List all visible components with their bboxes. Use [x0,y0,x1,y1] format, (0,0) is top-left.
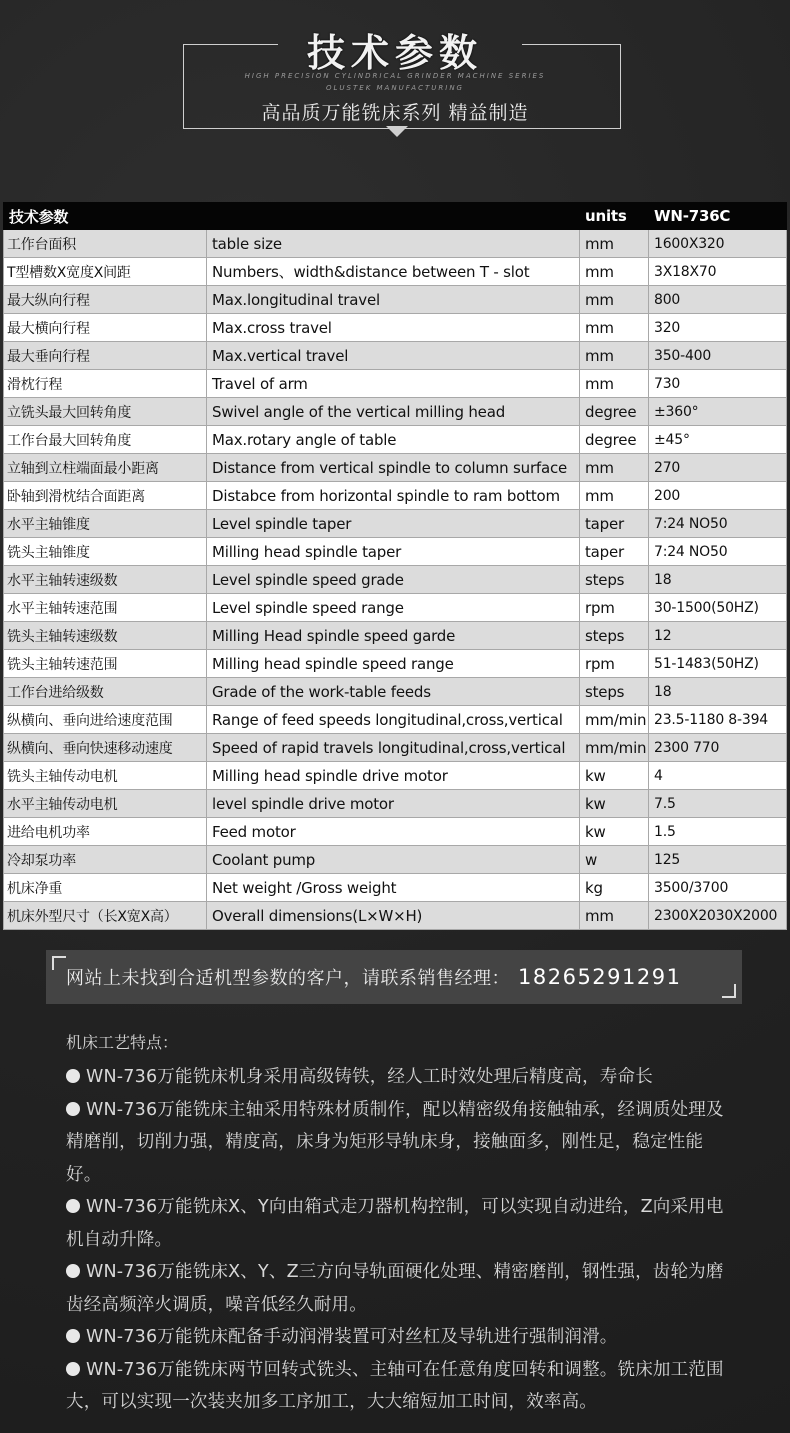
param-unit-cell: mm [580,342,649,370]
param-english-cell: Level spindle speed range [207,594,580,622]
table-row [4,678,787,706]
param-unit-cell: mm/min [580,734,649,762]
param-name-cell: T型槽数X宽度X间距 [4,258,207,286]
param-english-cell: Distabce from horizontal spindle to ram bottom [207,482,580,510]
param-name-cell: 纵横向、垂向快速移动速度 [4,734,207,762]
page-title: 技术参数 [306,31,483,75]
param-unit-cell: mm [580,902,649,930]
param-value-cell: 1600X320 [649,230,787,258]
param-unit-cell: rpm [580,650,649,678]
table-row [4,818,787,846]
features-list [66,1061,726,1419]
param-name-cell: 铣头主轴传动电机 [4,762,207,790]
param-english-cell: Max.rotary angle of table [207,426,580,454]
table-row [4,902,787,930]
features-section [66,1030,726,1419]
param-value-cell: 1.5 [649,818,787,846]
table-row [4,482,787,510]
param-english-cell: table size [207,230,580,258]
param-unit-cell: mm [580,258,649,286]
param-value-cell: 2300 770 [649,734,787,762]
param-unit-cell: mm [580,230,649,258]
param-english-cell: Distance from vertical spindle to column surface [207,454,580,482]
table-row [4,538,787,566]
table-header-cell: 技术参数 [4,203,207,230]
param-english-cell: Travel of arm [207,370,580,398]
table-header-cell: units [580,203,649,230]
bullet-icon [66,1102,80,1116]
param-name-cell: 最大垂向行程 [4,342,207,370]
feature-item [66,1256,726,1321]
header-english-line-2: OLUSTEK MANUFACTURING [326,84,464,92]
bullet-icon [66,1069,80,1083]
param-unit-cell: kw [580,818,649,846]
param-value-cell: 2300X2030X2000 [649,902,787,930]
param-value-cell: 3500/3700 [649,874,787,902]
param-value-cell: 730 [649,370,787,398]
param-value-cell: 125 [649,846,787,874]
param-value-cell: 51-1483(50HZ) [649,650,787,678]
param-english-cell: level spindle drive motor [207,790,580,818]
corner-bracket-icon [52,956,66,970]
header-english-line-1: HIGH PRECISION CYLINDRICAL GRINDER MACHINE SERIES [244,72,546,80]
param-english-cell: Max.longitudinal travel [207,286,580,314]
param-value-cell: 800 [649,286,787,314]
param-name-cell: 水平主轴转速级数 [4,566,207,594]
down-arrow-icon [386,126,408,137]
bullet-icon [66,1264,80,1278]
feature-text: WN-736万能铣床机身采用高级铸铁，经人工时效处理后精度高，寿命长 [86,1067,653,1087]
contact-banner [46,950,742,1004]
contact-message: 网站上未找到合适机型参数的客户，请联系销售经理： [66,968,510,989]
param-unit-cell: w [580,846,649,874]
spec-table [3,202,787,930]
param-unit-cell: mm [580,286,649,314]
param-value-cell: 18 [649,566,787,594]
table-row [4,846,787,874]
param-unit-cell: taper [580,538,649,566]
param-name-cell: 工作台面积 [4,230,207,258]
param-name-cell: 进给电机功率 [4,818,207,846]
param-english-cell: Overall dimensions(L×W×H) [207,902,580,930]
param-name-cell: 水平主轴传动电机 [4,790,207,818]
param-unit-cell: kw [580,790,649,818]
param-value-cell: 30-1500(50HZ) [649,594,787,622]
param-unit-cell: mm [580,370,649,398]
param-english-cell: Net weight /Gross weight [207,874,580,902]
table-row [4,286,787,314]
param-name-cell: 机床外型尺寸（长X宽X高） [4,902,207,930]
param-unit-cell: kg [580,874,649,902]
feature-text: WN-736万能铣床配备手动润滑装置可对丝杠及导轨进行强制润滑。 [86,1327,618,1347]
param-name-cell: 铣头主轴锥度 [4,538,207,566]
param-unit-cell: mm [580,482,649,510]
param-english-cell: Milling head spindle speed range [207,650,580,678]
table-header-row [4,203,787,230]
param-name-cell: 冷却泵功率 [4,846,207,874]
param-english-cell: Level spindle taper [207,510,580,538]
param-english-cell: Milling head spindle drive motor [207,762,580,790]
param-value-cell: ±360° [649,398,787,426]
bullet-icon [66,1329,80,1343]
param-value-cell: 7:24 NO50 [649,538,787,566]
param-value-cell: 7:24 NO50 [649,510,787,538]
table-row [4,342,787,370]
table-row [4,370,787,398]
param-name-cell: 铣头主轴转速级数 [4,622,207,650]
feature-item [66,1354,726,1419]
param-name-cell: 最大纵向行程 [4,286,207,314]
param-english-cell: Numbers、width&distance between T - slot [207,258,580,286]
param-unit-cell: mm [580,314,649,342]
table-row [4,314,787,342]
feature-item [66,1191,726,1256]
table-row [4,566,787,594]
contact-text [66,964,681,990]
param-english-cell: Speed of rapid travels longitudinal,cross,vertical [207,734,580,762]
param-english-cell: Max.cross travel [207,314,580,342]
feature-item [66,1321,726,1354]
param-name-cell: 工作台进给级数 [4,678,207,706]
table-row [4,594,787,622]
table-row [4,790,787,818]
table-row [4,398,787,426]
table-row [4,650,787,678]
table-row [4,874,787,902]
table-row [4,734,787,762]
table-row [4,706,787,734]
table-header-cell: WN-736C [649,203,787,230]
param-value-cell: 3X18X70 [649,258,787,286]
param-english-cell: Milling head spindle taper [207,538,580,566]
feature-item [66,1061,726,1094]
param-unit-cell: steps [580,678,649,706]
param-name-cell: 水平主轴锥度 [4,510,207,538]
table-row [4,426,787,454]
contact-phone[interactable]: 18265291291 [518,965,682,989]
param-english-cell: Level spindle speed grade [207,566,580,594]
param-english-cell: Grade of the work-table feeds [207,678,580,706]
table-header-cell [207,203,580,230]
param-unit-cell: kw [580,762,649,790]
param-english-cell: Max.vertical travel [207,342,580,370]
param-value-cell: 4 [649,762,787,790]
feature-text: WN-736万能铣床X、Y、Z三方向导轨面硬化处理、精密磨削，钢性强，齿轮为磨齿经高频淬火调质，噪音低经久耐用。 [66,1262,724,1315]
param-unit-cell: mm [580,454,649,482]
param-value-cell: 350-400 [649,342,787,370]
param-unit-cell: taper [580,510,649,538]
param-name-cell: 机床净重 [4,874,207,902]
param-name-cell: 纵横向、垂向进给速度范围 [4,706,207,734]
param-unit-cell: degree [580,426,649,454]
table-row [4,258,787,286]
param-name-cell: 水平主轴转速范围 [4,594,207,622]
param-value-cell: 23.5-1180 8-394 [649,706,787,734]
param-english-cell: Feed motor [207,818,580,846]
table-row [4,454,787,482]
feature-text: WN-736万能铣床主轴采用特殊材质制作，配以精密级角接触轴承，经调质处理及精磨削，切削力强，精度高，床身为矩形导轨床身，接触面多，刚性足，稳定性能好。 [66,1099,724,1185]
header [0,0,790,190]
param-unit-cell: degree [580,398,649,426]
param-english-cell: Milling Head spindle speed garde [207,622,580,650]
param-name-cell: 最大横向行程 [4,314,207,342]
param-unit-cell: mm/min [580,706,649,734]
param-name-cell: 立轴到立柱端面最小距离 [4,454,207,482]
corner-bracket-icon [722,984,736,998]
features-title: 机床工艺特点： [66,1033,179,1052]
param-unit-cell: rpm [580,594,649,622]
param-name-cell: 滑枕行程 [4,370,207,398]
table-row [4,762,787,790]
param-name-cell: 立铣头最大回转角度 [4,398,207,426]
param-name-cell: 铣头主轴转速范围 [4,650,207,678]
table-row [4,622,787,650]
param-value-cell: 270 [649,454,787,482]
param-unit-cell: steps [580,566,649,594]
feature-text: WN-736万能铣床X、Y向由箱式走刀器机构控制，可以实现自动进给，Z向采用电机自动升降。 [66,1197,724,1250]
param-english-cell: Coolant pump [207,846,580,874]
param-unit-cell: steps [580,622,649,650]
param-name-cell: 工作台最大回转角度 [4,426,207,454]
header-subtitle: 高品质万能铣床系列 精益制造 [261,102,529,124]
param-english-cell: Swivel angle of the vertical milling head [207,398,580,426]
param-value-cell: 320 [649,314,787,342]
bullet-icon [66,1362,80,1376]
table-row [4,510,787,538]
param-value-cell: 200 [649,482,787,510]
param-value-cell: 7.5 [649,790,787,818]
param-value-cell: 12 [649,622,787,650]
feature-text: WN-736万能铣床两节回转式铣头、主轴可在任意角度回转和调整。铣床加工范围大，可以实现一次装夹加多工序加工，大大缩短加工时间，效率高。 [66,1359,724,1412]
param-value-cell: 18 [649,678,787,706]
param-english-cell: Range of feed speeds longitudinal,cross,vertical [207,706,580,734]
bullet-icon [66,1199,80,1213]
param-name-cell: 卧轴到滑枕结合面距离 [4,482,207,510]
param-value-cell: ±45° [649,426,787,454]
feature-item [66,1094,726,1192]
table-row [4,230,787,258]
